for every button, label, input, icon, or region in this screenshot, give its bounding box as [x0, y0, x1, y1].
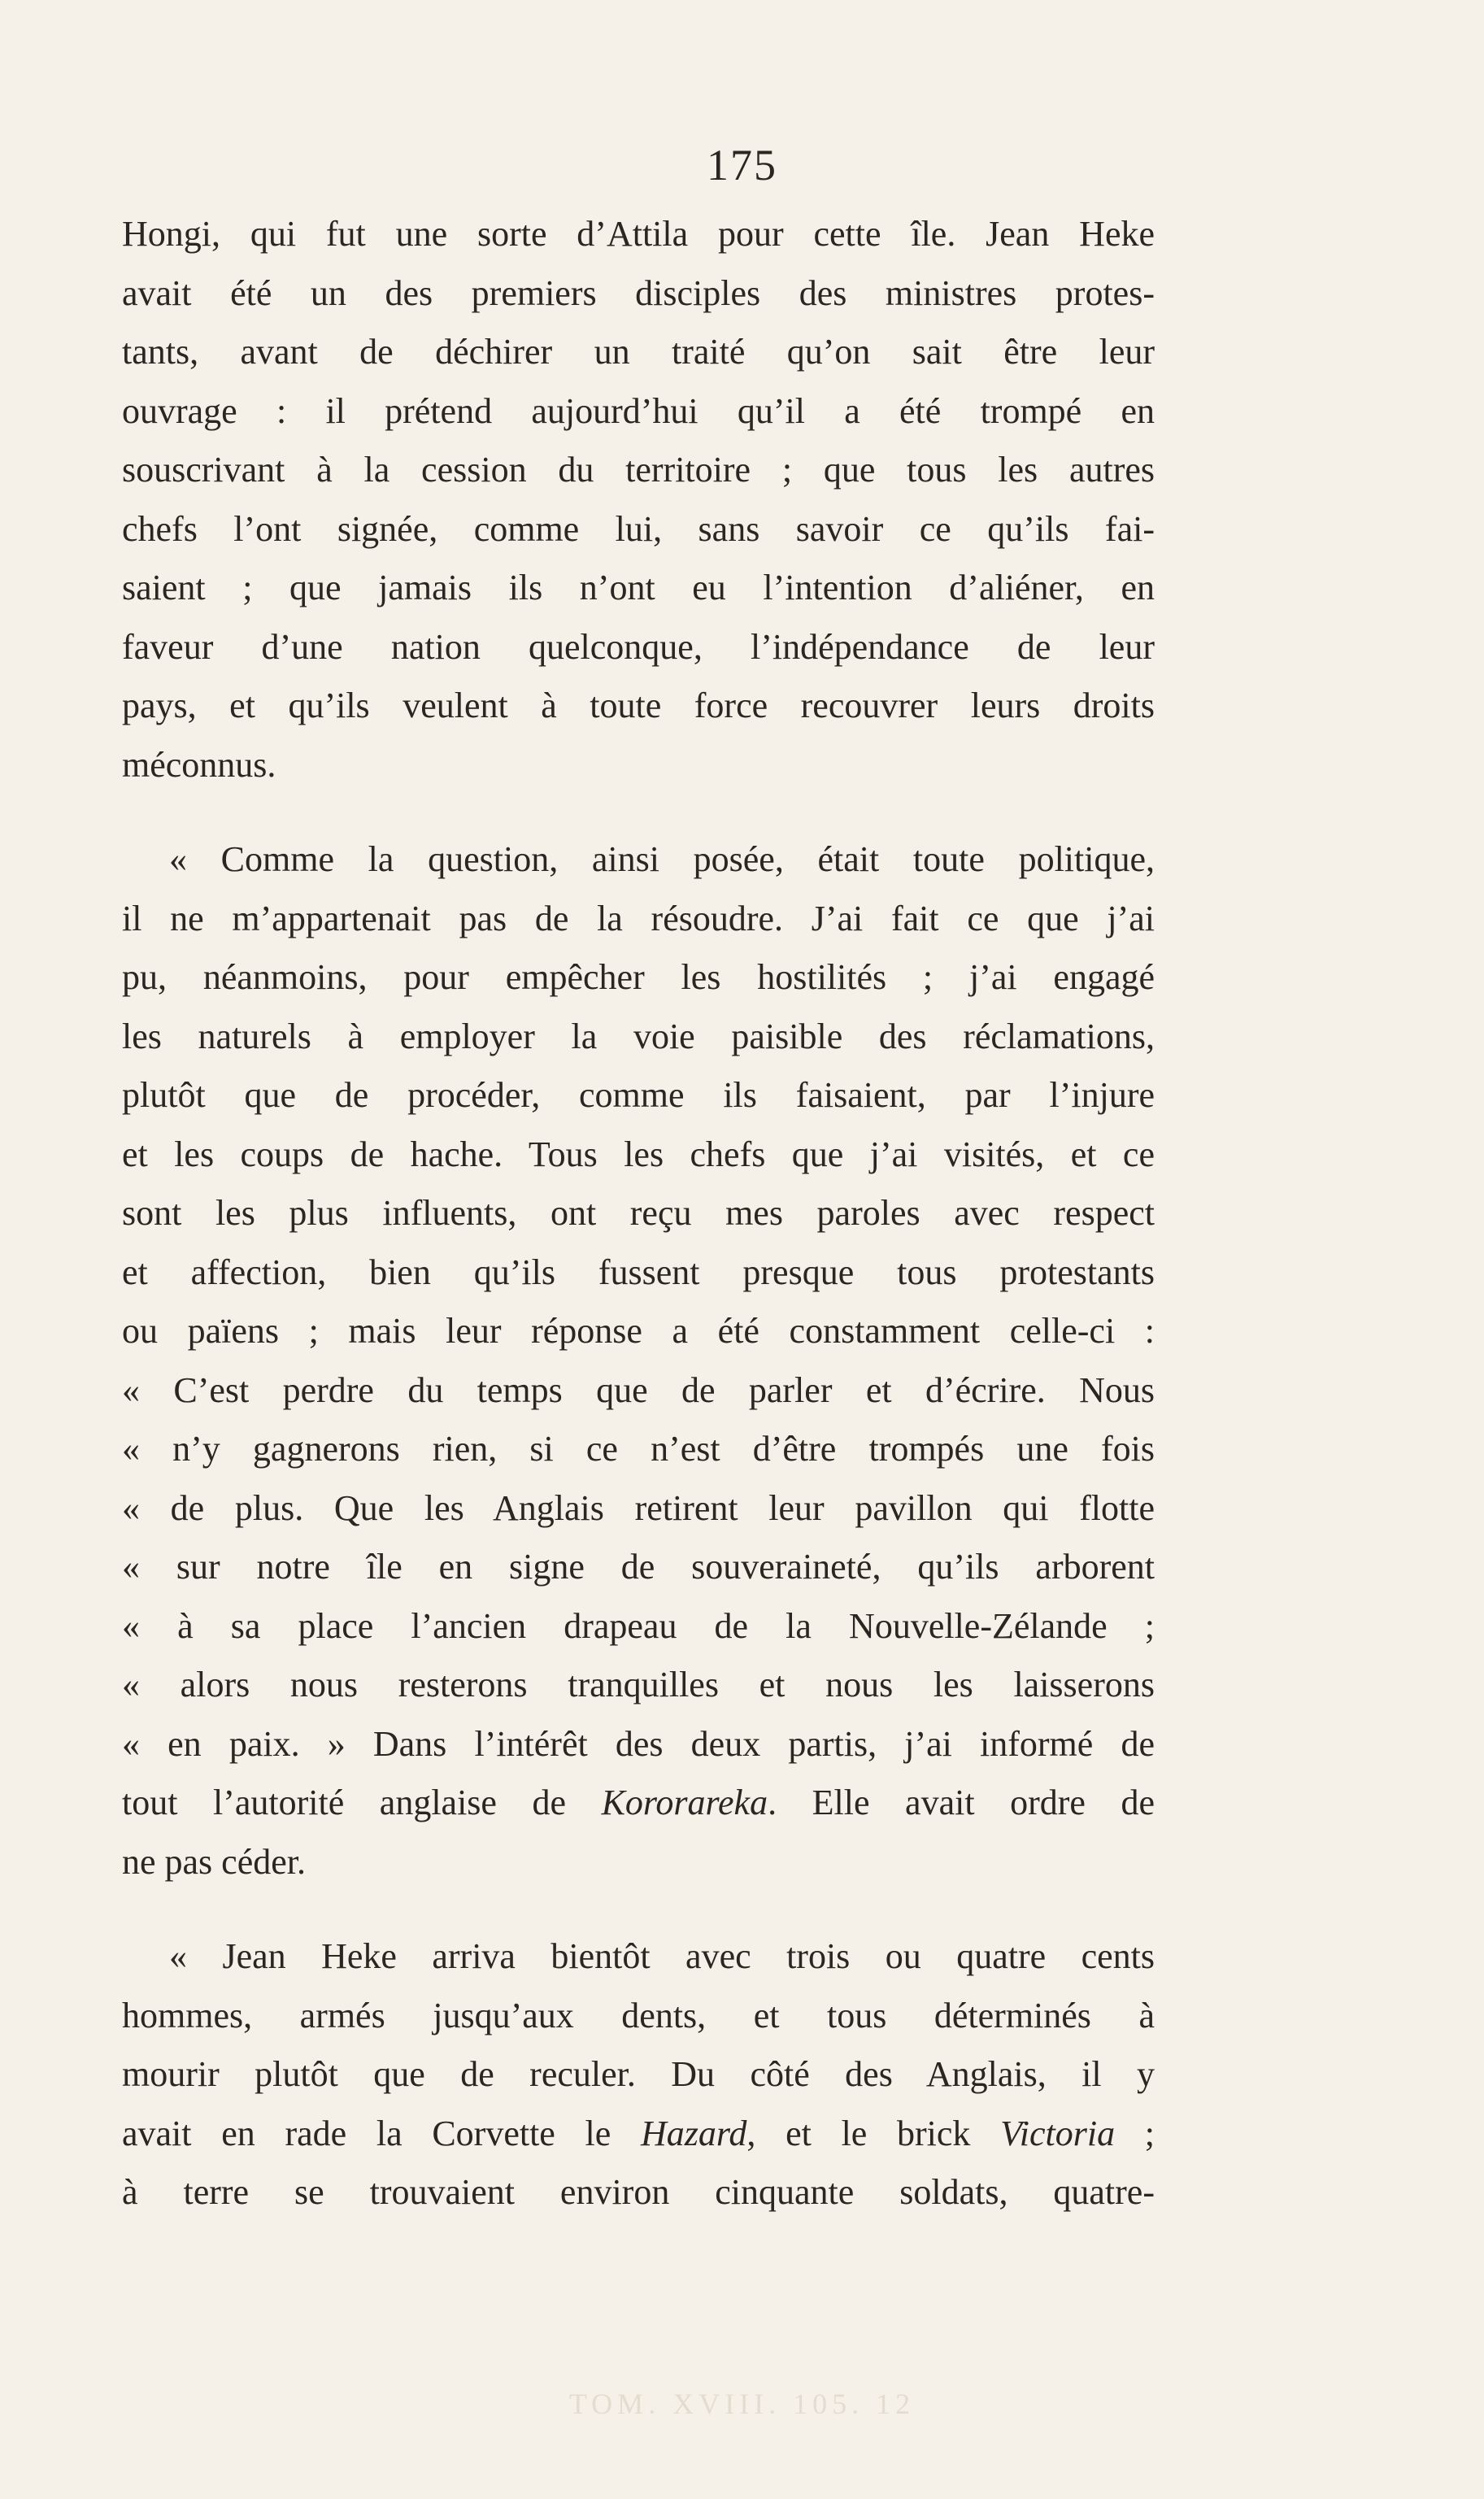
- text-line: sont les plus influents, ont reçu mes paroles avec respect: [122, 1193, 1155, 1233]
- text-line: à terre se trouvaient environ cinquante soldats, quatre-: [122, 2172, 1155, 2212]
- text-line: saient ; que jamais ils n’ont eu l’intention d’aliéner, en: [122, 568, 1155, 607]
- text-line: il ne m’appartenait pas de la résoudre. J’ai fait ce que j’ai: [122, 898, 1155, 938]
- text-line: pays, et qu’ils veulent à toute force recouvrer leurs droits: [122, 686, 1155, 725]
- text-line: « alors nous resterons tranquilles et nous les laisserons: [122, 1665, 1155, 1704]
- text-line-with-ships: [122, 2105, 1155, 2164]
- text-segment: , et le brick: [746, 2113, 971, 2153]
- text-segment: avait en rade la Corvette le: [122, 2113, 611, 2153]
- text-segment: ;: [1115, 2113, 1155, 2153]
- ship-name: Hazard: [641, 2113, 747, 2153]
- text-line: et affection, bien qu’ils fussent presque tous protestants: [122, 1252, 1155, 1292]
- text-line: tants, avant de déchirer un traité qu’on sait être leur: [122, 332, 1155, 372]
- body-text: [122, 205, 1155, 2223]
- paragraph-2: [122, 830, 1155, 1892]
- text-line: avait été un des premiers disciples des ministres protes-: [122, 272, 1155, 313]
- page-number: 175: [707, 141, 777, 189]
- place-name: Kororareka: [601, 1783, 768, 1822]
- bleed-through-text: TOM. XVIII. 105. 12: [568, 2388, 916, 2420]
- text-line: « C’est perdre du temps que de parler et d’écrire. Nous: [122, 1369, 1155, 1410]
- paragraph-1: [122, 205, 1155, 795]
- text-line: et les coups de hache. Tous les chefs que j’ai visités, et ce: [122, 1134, 1155, 1174]
- text-segment: . Elle avait ordre de: [768, 1783, 1155, 1822]
- text-line: ou païens ; mais leur réponse a été constamment celle-ci :: [122, 1311, 1155, 1351]
- text-line: mourir plutôt que de reculer. Du côté des Anglais, il y: [122, 2054, 1155, 2094]
- text-line: chefs l’ont signée, comme lui, sans savoir ce qu’ils fai-: [122, 508, 1155, 549]
- text-line: hommes, armés jusqu’aux dents, et tous déterminés à: [122, 1995, 1155, 2035]
- text-line: faveur d’une nation quelconque, l’indépendance de leur: [122, 626, 1155, 667]
- text-line: « n’y gagnerons rien, si ce n’est d’être trompés une fois: [122, 1429, 1155, 1469]
- text-line: « sur notre île en signe de souveraineté, qu’ils arborent: [122, 1547, 1155, 1587]
- text-line: « de plus. Que les Anglais retirent leur pavillon qui flotte: [122, 1487, 1155, 1528]
- paragraph-3: [122, 1927, 1155, 2223]
- text-line: Hongi, qui fut une sorte d’Attila pour cette île. Jean Heke: [122, 214, 1155, 254]
- ship-name: Victoria: [1000, 2113, 1116, 2153]
- text-line: ne pas céder.: [122, 1841, 306, 1882]
- text-line: plutôt que de procéder, comme ils faisaient, par l’injure: [122, 1075, 1155, 1115]
- text-segment: tout l’autorité anglaise de: [122, 1783, 567, 1822]
- text-line: ouvrage : il prétend aujourd’hui qu’il a été trompé en: [122, 390, 1155, 431]
- text-line: méconnus.: [122, 744, 276, 785]
- text-line-with-place: [122, 1774, 1155, 1833]
- text-line: les naturels à employer la voie paisible des réclamations,: [122, 1016, 1155, 1056]
- text-line: « à sa place l’ancien drapeau de la Nouvelle-Zélande ;: [122, 1605, 1155, 1646]
- text-line: souscrivant à la cession du territoire ; que tous les autres: [122, 450, 1155, 490]
- text-line: « Jean Heke arriva bientôt avec trois ou quatre cents: [169, 1936, 1155, 1976]
- text-line: pu, néanmoins, pour empêcher les hostilités ; j’ai engagé: [122, 957, 1155, 997]
- text-line: « en paix. » Dans l’intérêt des deux partis, j’ai informé de: [122, 1723, 1155, 1764]
- text-line: « Comme la question, ainsi posée, était toute politique,: [169, 839, 1155, 879]
